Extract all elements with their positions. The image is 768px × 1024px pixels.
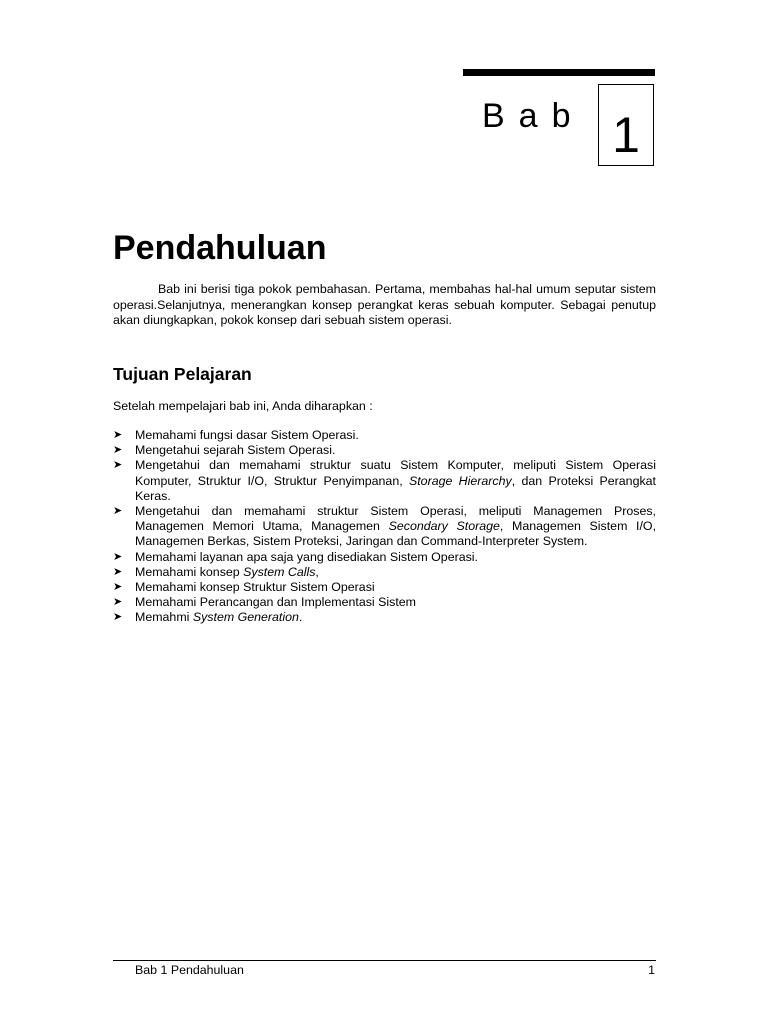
section-lead: Setelah mempelajari bab ini, Anda diharapkan : (113, 399, 373, 413)
footer-page-number: 1 (648, 963, 655, 977)
arrowhead-bullet-icon: ➤ (113, 550, 123, 563)
arrowhead-bullet-icon: ➤ (113, 505, 123, 518)
arrowhead-bullet-icon: ➤ (113, 596, 123, 609)
objective-text: , Managemen Sistem I/O, Managemen Berkas, Sistem Proteksi, Jaringan dan Command-Interpreter System. (135, 519, 657, 549)
objective-term: System Generation (192, 610, 299, 625)
objective-item (113, 610, 656, 625)
objective-item (113, 458, 656, 504)
objective-term: System Calls (243, 564, 316, 579)
objective-item (113, 580, 656, 595)
objective-term: Secondary Storage (388, 519, 500, 534)
objective-text: , (315, 564, 319, 579)
objective-item (113, 504, 656, 550)
objective-text: Memahami konsep (135, 564, 244, 579)
objective-text: Memahami fungsi dasar Sistem Operasi. (135, 428, 359, 442)
arrowhead-bullet-icon: ➤ (113, 459, 123, 472)
objective-item (113, 565, 656, 580)
arrowhead-bullet-icon: ➤ (113, 444, 123, 457)
objective-text: Memahami Perancangan dan Implementasi Sistem (135, 595, 416, 610)
objective-text: . (298, 610, 303, 625)
objective-text: Mengetahui sejarah Sistem Operasi. (135, 443, 336, 458)
chapter-top-rule (463, 69, 655, 76)
chapter-number: 1 (612, 107, 640, 163)
section-title: Tujuan Pelajaran (113, 364, 252, 384)
objective-text: Mengetahui dan memahami struktur suatu Sistem Komputer, meliputi Sistem Operasi Komputer, Struktur I/O, Struktur Penyimpanan, (135, 458, 656, 488)
objective-text: Memahami layanan apa saja yang disediakan Sistem Operasi. (135, 549, 478, 564)
chapter-title: Pendahuluan (113, 229, 327, 267)
chapter-number-box (598, 84, 654, 166)
objective-text: Mengetahui dan memahami struktur Sistem Operasi, meliputi Managemen Proses, Managemen Memori Utama, Managemen (135, 504, 656, 534)
objective-text: , dan Proteksi Perangkat Keras. (135, 473, 656, 503)
objective-item (113, 550, 656, 565)
objective-item (113, 428, 656, 443)
intro-paragraph: Bab ini berisi tiga pokok pembahasan. Pertama, membahas hal-hal umum seputar sistem operasi.Selanjutnya, menerangkan konsep perangkat keras sebuah komputer. Sebagai penutup akan diungkapkan, pokok konsep dari sebuah sistem operasi. (113, 282, 656, 327)
arrowhead-bullet-icon: ➤ (113, 565, 123, 578)
objective-term: Storage Hierarchy (408, 473, 512, 488)
arrowhead-bullet-icon: ➤ (113, 429, 123, 441)
arrowhead-bullet-icon: ➤ (113, 611, 123, 624)
arrowhead-bullet-icon: ➤ (113, 581, 123, 594)
objective-text: Memahmi (135, 610, 193, 625)
objective-item (113, 595, 656, 610)
objective-text: Memahami konsep Struktur Sistem Operasi (135, 580, 375, 595)
footer-chapter-label: Bab 1 Pendahuluan (135, 963, 244, 977)
chapter-label: Bab (482, 97, 585, 135)
footer-rule (113, 960, 656, 961)
objective-item (113, 443, 656, 458)
objectives-list (113, 428, 656, 626)
